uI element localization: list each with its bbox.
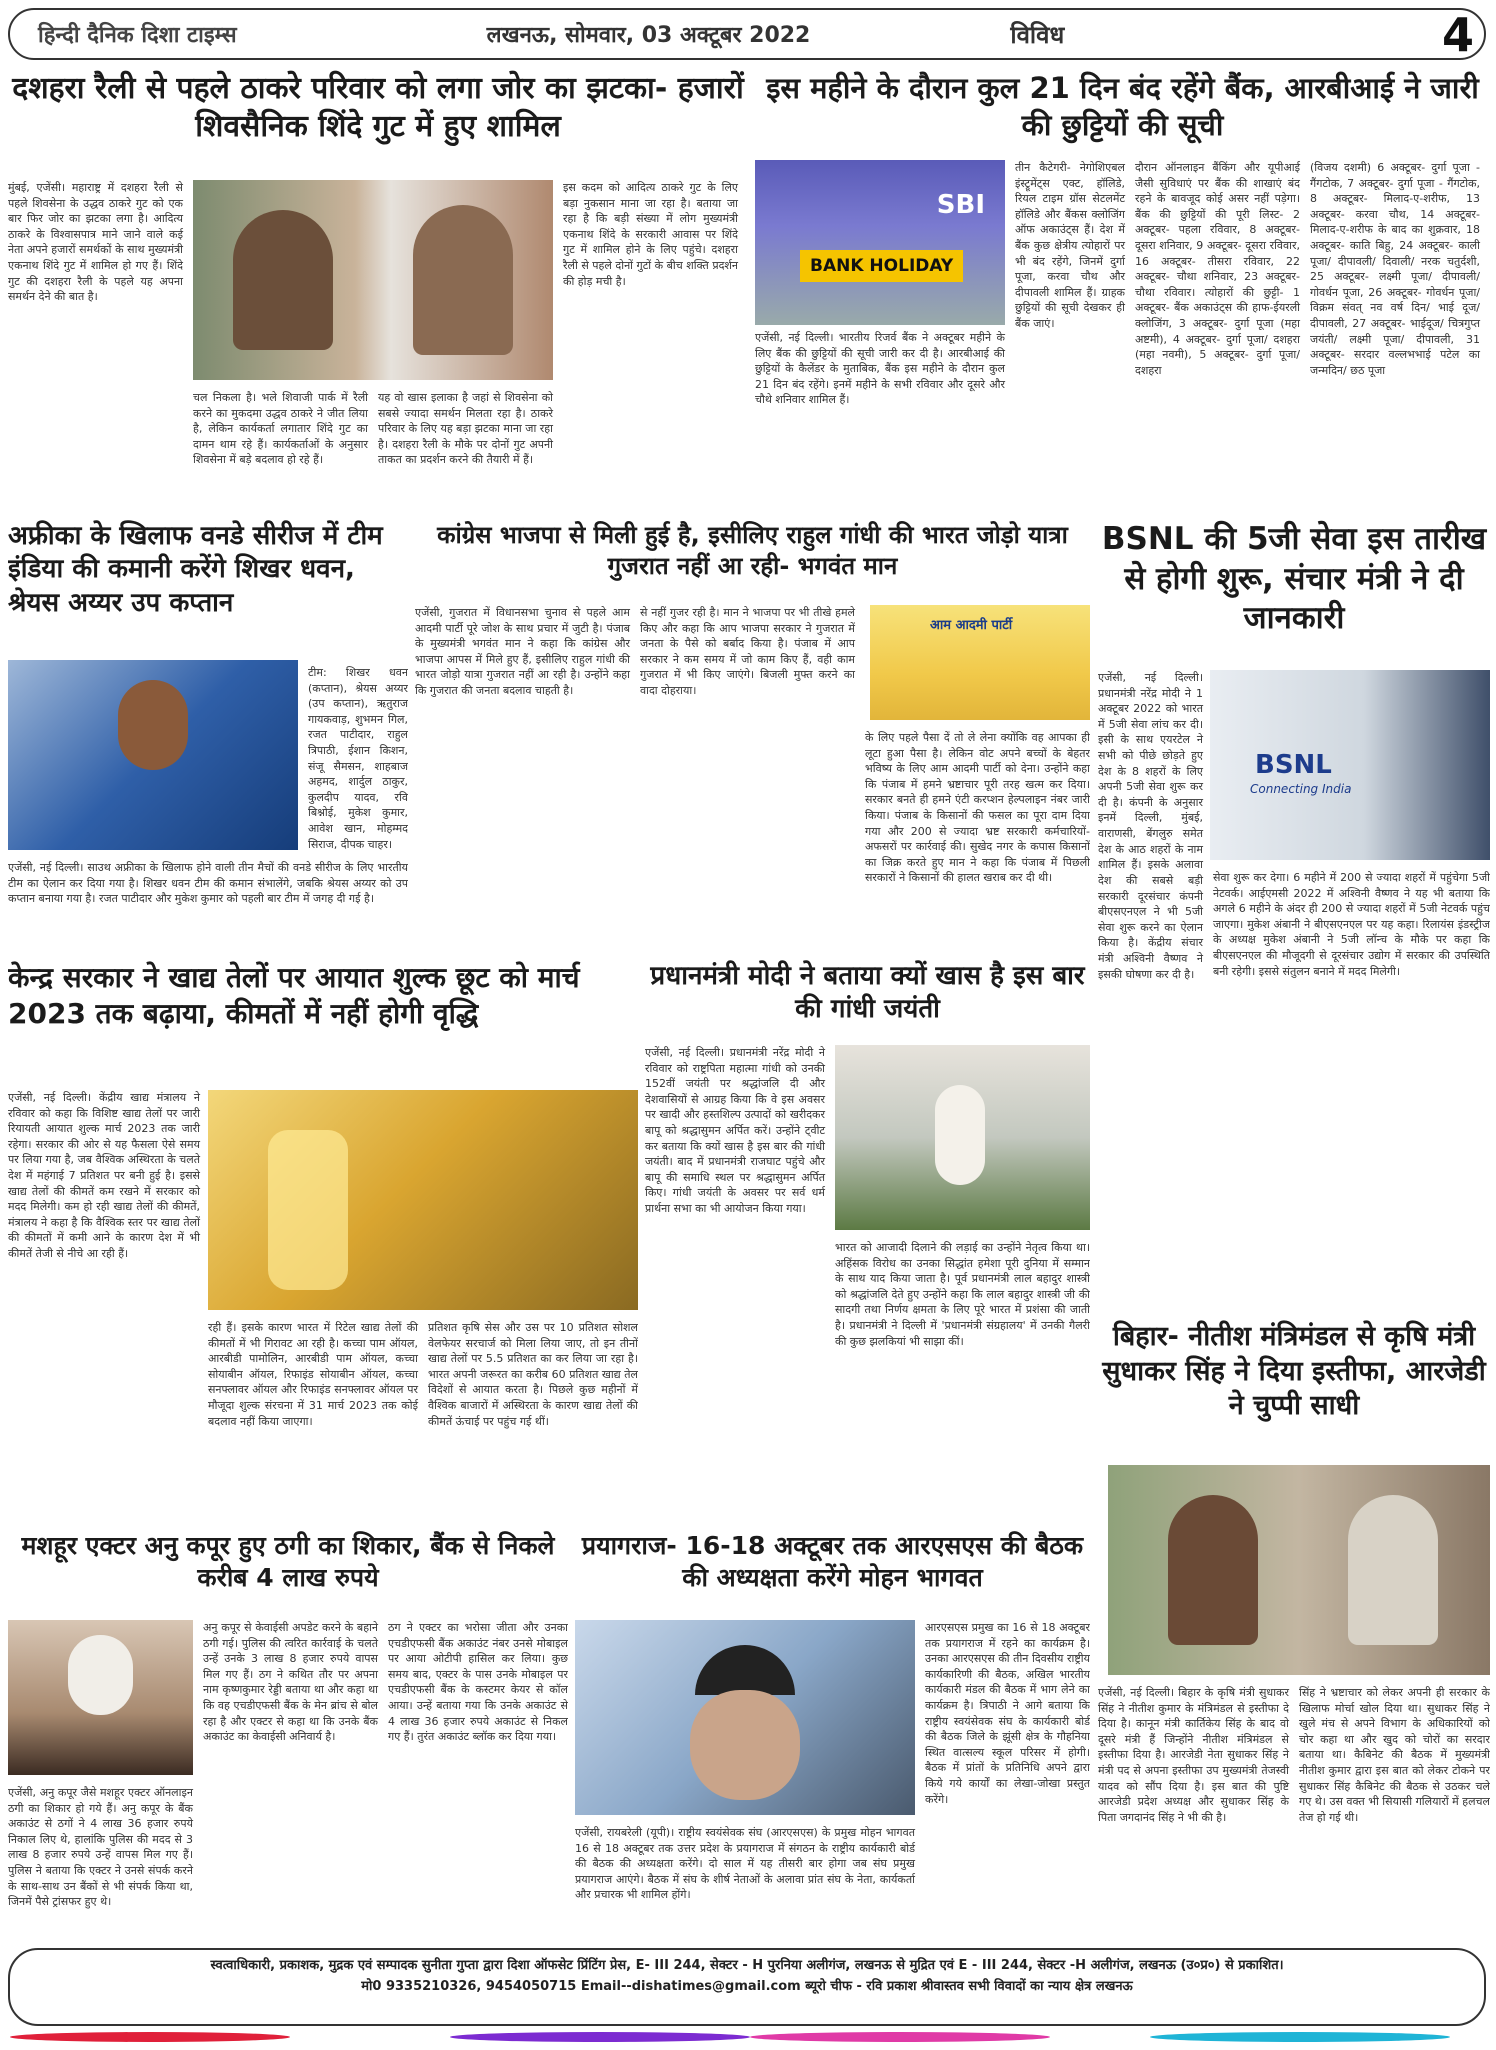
article-body: एजेंसी, नई दिल्ली। साउथ अफ्रीका के खिलाफ होने वाली तीन मैचों की वनडे सीरीज के लिए भारतीय टीम का ऐलान कर दिया गया है। शिखर धवन टीम की कमान संभालेंगे, जबकि श्रेयस अय्यर को उप कप्तान बनाया गया है। रजत पाटीदार और मुकेश कुमार को पहली बार टीम में जगह दी गई है।: [8, 861, 408, 906]
article-annu-kapoor: [8, 1530, 568, 1940]
article-headline: बिहार- नीतीश मंत्रिमंडल से कृषि मंत्री सुधाकर सिंह ने दिया इस्तीफा, आरजेडी ने चुप्पी साधी: [1102, 1321, 1486, 1422]
article-headline: दशहरा रैली से पहले ठाकरे परिवार को लगा जोर का झटका- हजारों शिवसैनिक शिंदे गुट में हुए शामिल: [12, 71, 744, 145]
article-body: टीम: शिखर धवन (कप्तान), श्रेयस अय्यर (उप कप्तान), ऋतुराज गायकवाड़, शुभमन गिल, रजत पाटीदार, राहुल त्रिपाठी, ईशान किशन, संजू सैमसन, शाहबाज अहमद, शार्दुल ठाकुर, कुलदीप यादव, रवि बिश्नोई, मुकेश कुमार, आवेश खान, मोहम्मद सिराज, दीपक चाहर।: [308, 666, 408, 851]
article-body: एजेंसी, नई दिल्ली। बिहार के कृषि मंत्री सुधाकर सिंह ने नीतीश कुमार के मंत्रिमंडल से इस्तीफा दे दिया है। कानून मंत्री कार्तिकेय सिंह के बाद वो दूसरे मंत्री हैं जिन्होंने नीतीश मंत्रिमंडल से इस्तीफा दिया है। आरजेडी नेता सुधाकर सिंह ने मंत्री पद से अपना इस्तीफा उप मुख्यमंत्री तेजस्वी यादव को सौंप दिया है। इस बात की पुष्टि आरजेडी प्रदेश अध्यक्ष और सुधाकर सिंह के पिता जगदानंद सिंह ने भी की है।: [1098, 1686, 1289, 1824]
article-body: एजेंसी, नई दिल्ली। प्रधानमंत्री नरेंद्र मोदी ने 1 अक्टूबर 2022 को भारत में 5जी सेवा लांच कर दी। इसी के साथ एयरटेल ने सभी को पीछे छोड़ते हुए देश के 8 शहरों के लिए अपनी 5जी सेवा शुरू कर दी है। कंपनी के अनुसार इनमें दिल्ली, मुंबई, वाराणसी, बेंगलुरु समेत देश के आठ शहरों के नाम शामिल हैं। इसके अलावा देश की सबसे बड़ी सरकारी दूरसंचार कंपनी बीएसएनएल ने भी 5जी सेवा शुरू करने का ऐलान किया है। केंद्रीय संचार मंत्री अश्विनी वैष्णव ने इसकी घोषणा कर दी है।: [1098, 671, 1203, 981]
article-body: से नहीं गुजर रही है। मान ने भाजपा पर भी तीखे हमले किए और कहा कि आप भाजपा सरकार ने गुजरात में जनता के पैसे को बर्बाद किया है। पंजाब में आप सरकार ने कम समय में जो काम किए हैं, वही काम गुजरात में भी किए जाएंगे। बिजली मुफ्त करने का वादा दोहराया।: [640, 606, 855, 698]
article-body: सेवा शुरू कर देगा। 6 महीने में 200 से ज्यादा शहरों में पहुंचेगा 5जी नेटवर्क। आईएमसी 2022 में अश्विनी वैष्णव ने यह भी बताया कि अगले 6 महीने के अंदर ही 200 से ज्यादा शहरों में 5जी नेटवर्क पहुंच जाएगा। मुकेश अंबानी ने बीएसएनएल पर यह कहा। रिलायंस इंडस्ट्रीज के अध्यक्ष मुकेश अंबानी ने 5जी लॉन्च के मौके पर कहा कि बीएसएनएल की मौजूदगी से दूरसंचार उद्योग में सरकार की उपस्थिति बनी रहेगी। इससे संतुलन बनाने में मदद मिलेगी।: [1213, 871, 1490, 978]
article-body: एजेंसी, नई दिल्ली। भारतीय रिजर्व बैंक ने अक्टूबर महीने के लिए बैंक की छुट्टियों की सूची जारी कर दी है। आरबीआई की छुट्टियों के कैलेंडर के मुताबिक, बैंक इस महीने के दौरान कुल 21 दिन बंद रहेंगे। इनमें महीने के सभी रविवार और दूसरे और चौथे शनिवार शामिल हैं।: [755, 331, 1005, 407]
article-body: प्रतिशत कृषि सेस और उस पर 10 प्रतिशत सोशल वेलफेयर सरचार्ज को मिला लिया जाए, तो इन तीनों खाद्य तेलों पर 5.5 प्रतिशत का कर लिया जा रहा है। भारत अपनी जरूरत का करीब 60 प्रतिशत खाद्य तेल विदेशों से आयात करता है। पिछले कुछ महीनों में वैश्विक बाजारों में अस्थिरता के कारण खाद्य तेलों की कीमतें ऊंचाई पर पहुंच गई थीं।: [428, 1321, 638, 1428]
article-bihar: [1098, 1320, 1490, 1940]
article-body: यह वो खास इलाका है जहां से शिवसेना को सबसे ज्यादा समर्थन मिलता रहा है। ठाकरे परिवार के लिए यह बड़ा झटका माना जा रहा है। दशहरा रैली के मौके पर दोनों गुट अपनी ताकत का प्रदर्शन करने की तैयारी में हैं।: [378, 391, 553, 467]
article-headline: अफ्रीका के खिलाफ वनडे सीरीज में टीम इंडिया की कमानी करेंगे शिखर धवन, श्रेयस अय्यर उप कप्तान: [8, 521, 383, 618]
article-body: एजेंसी, नई दिल्ली। प्रधानमंत्री नरेंद्र मोदी ने रविवार को राष्ट्रपिता महात्मा गांधी को उनकी 152वीं जयंती पर श्रद्धांजलि दी और देशवासियों से आग्रह किया कि वे इस अवसर पर खादी और हस्तशिल्प उत्पादों को खरीदकर बापू को श्रद्धासुमन अर्पित करें। उन्होंने ट्वीट कर बताया कि क्यों खास है इस बार की गांधी जयंती। बाद में प्रधानमंत्री राजघाट पहुंचे और बापू की समाधि स्थल पर श्रद्धासुमन अर्पित किए। गांधी जयंती के अवसर पर सर्व धर्म प्रार्थना सभा का भी आयोजन किया गया।: [645, 1046, 825, 1216]
article-thackeray: [8, 70, 748, 540]
article-body: के लिए पहले पैसा दें तो ले लेना क्योंकि वह आपका ही लूटा हुआ पैसा है। लेकिन वोट अपने बच्चों के बेहतर भविष्य के लिए आम आदमी पार्टी को देना। उन्होंने कहा कि पंजाब में हमने भ्रष्टाचार पूरी तरह खत्म कर दिया। सरकार बनते ही हमने एंटी करप्शन हेल्पलाइन नंबर जारी किया। पंजाब के किसानों की फसल का पूरा दाम दिया गया और 200 से ज्यादा भ्रष्ट सरकारी कर्मचारियों-अफसरों पर कार्रवाई की। सुखेद नगर के कपास किसानों का जिक्र करते हुए मान ने कहा कि पंजाब में पिछली सरकारों ने किसानों की हालत खराब कर दी थी।: [865, 731, 1090, 885]
article-headline: मशहूर एक्टर अनु कपूर हुए ठगी का शिकार, बैंक से निकले करीब 4 लाख रुपये: [21, 1531, 555, 1592]
article-bhagwant-mann: [415, 520, 1090, 960]
article-body: अनु कपूर से केवाईसी अपडेट करने के बहाने ठगी गई। पुलिस की त्वरित कार्रवाई के चलते उन्हें उनके 3 लाख 8 हजार रुपये वापस मिल गए हैं। ठग ने कथित तौर पर अपना नाम कृष्णकुमार रेड्डी बताया था और कहा था कि वह एचडीएफसी बैंक के मेन ब्रांच से बोल रहा है और एक्टर से कहा था कि उनके बैंक अकाउंट का केवाईसी अनिवार्य है।: [203, 1621, 378, 1744]
article-body: आरएसएस प्रमुख का 16 से 18 अक्टूबर तक प्रयागराज में रहने का कार्यक्रम है। उनका आरएसएस की तीन दिवसीय राष्ट्रीय कार्यकारिणी की बैठक, अखिल भारतीय कार्यकारी मंडल की बैठक में भाग लेने का कार्यक्रम है। त्रिपाठी ने आगे बताया कि राष्ट्रीय स्वयंसेवक संघ के कार्यकारी बोर्ड की बैठक जिले के झूंसी क्षेत्र के गौहनिया स्थित वात्सल्य स्कूल परिसर में होगी। बैठक में प्रांतों के प्रतिनिधि अपने द्वारा किये गये कार्यों का लेखा-जोखा प्रस्तुत करेंगे।: [925, 1621, 1090, 1806]
photo-bsnl: [1210, 670, 1490, 860]
article-headline: केन्द्र सरकार ने खाद्य तेलों पर आयात शुल्क छूट को मार्च 2023 तक बढ़ाया, कीमतों में नहीं होगी वृद्धि: [8, 961, 580, 1030]
article-body: चल निकला है। भले शिवाजी पार्क में रैली करने का मुकदमा उद्धव ठाकरे ने जीत लिया है, लेकिन कार्यकर्ता लगातार शिंदे गुट का दामन थाम रहे हैं। कार्यकर्ताओं के अनुसार शिवसेना में बड़े बदलाव हो रहे हैं।: [193, 391, 368, 467]
photo-bihar-leaders: [1108, 1465, 1490, 1675]
masthead: [8, 8, 1486, 60]
article-gandhi-jayanti: [645, 960, 1090, 1520]
bank-holiday-sign: BANK HOLIDAY: [800, 250, 963, 282]
photo-edible-oil: [208, 1090, 638, 1310]
article-edible-oil: [8, 960, 638, 1520]
article-headline: प्रधानमंत्री मोदी ने बताया क्यों खास है इस बार की गांधी जयंती: [650, 961, 1085, 1025]
photo-annu-kapoor: [8, 1620, 193, 1775]
contact-line: मो0 9335210326, 9454050715 Email--dishatimes@gmail.com ब्यूरो चीफ - रवि प्रकाश श्रीवास्तव सभी विवादों का न्याय क्षेत्र लखनऊ: [361, 1978, 1133, 1994]
sbi-logo: SBI: [936, 190, 985, 220]
article-body: एजेंसी, रायबरेली (यूपी)। राष्ट्रीय स्वयंसेवक संघ (आरएसएस) के प्रमुख मोहन भागवत 16 से 18 अक्टूबर तक उत्तर प्रदेश के प्रयागराज में संगठन के राष्ट्रीय कार्यकारी बोर्ड की बैठक की अध्यक्षता करेंगे। दो साल में यह तीसरी बार होगा जब संघ प्रमुख प्रयागराज आएंगे। बैठक में संघ के शीर्ष नेताओं के अलावा प्रांत संघ के नेता, कार्यकर्ता और प्रचारक भी शामिल होंगे।: [575, 1826, 915, 1902]
article-headline: कांग्रेस भाजपा से मिली हुई है, इसीलिए राहुल गांधी की भारत जोड़ो यात्रा गुजरात नहीं आ रही- भगवंत मान: [437, 521, 1068, 580]
article-body: एजेंसी, गुजरात में विधानसभा चुनाव से पहले आम आदमी पार्टी पूरे जोश के साथ प्रचार में जुटी है। पंजाब के मुख्यमंत्री भगवंत मान ने कहा कि कांग्रेस और भाजपा आपस में मिले हुए हैं, इसीलिए राहुल गांधी की भारत जोड़ो यात्रा गुजरात नहीं आ रही है। उन्होंने कहा कि गुजरात की जनता बदलाव चाहती है।: [415, 606, 630, 698]
article-bank-holidays: [755, 70, 1490, 510]
article-rss-meeting: [575, 1530, 1090, 1940]
article-body: सिंह ने भ्रष्टाचार को लेकर अपनी ही सरकार के खिलाफ मोर्चा खोल दिया था। सुधाकर सिंह ने खुले मंच से अपने विभाग के अधिकारियों को चोर कहा था और खुद को चोरों का सरदार बताया था। कैबिनेट की बैठक में मुख्यमंत्री नीतीश कुमार द्वारा इस बात को लेकर टोकने पर सुधाकर सिंह कैबिनेट की बैठक से उठकर चले गए थे। उस वक्त भी सियासी गलियारों में हलचल तेज हो गई थी।: [1299, 1686, 1490, 1824]
article-body: रही हैं। इसके कारण भारत में रिटेल खाद्य तेलों की कीमतों में भी गिरावट आ रही है। कच्चा पाम ऑयल, आरबीडी पामोलिन, आरबीडी पाम ऑयल, कच्चा सोयाबीन ऑयल, रिफाइंड सोयाबीन ऑयल, कच्चा सनफ्लावर ऑयल और रिफाइंड सनफ्लावर ऑयल पर मौजूदा शुल्क संरचना में 31 मार्च 2023 तक कोई बदलाव नहीं किया जाएगा।: [208, 1321, 418, 1428]
article-cricket: [8, 520, 408, 960]
article-bsnl: [1098, 520, 1490, 1320]
article-body: (विजय दशमी) 6 अक्टूबर- दुर्गा पूजा - गैंगटोक, 7 अक्टूबर- दुर्गा पूजा - गैंगटोक, 8 अक्टूबर- मिलाद-ए-शरीफ, 13 अक्टूबर- करवा चौथ, 14 अक्टूबर- मिलाद-ए-शरीफ के बाद का शुक्रवार, 18 अक्टूबर- काति बिहु, 24 अक्टूबर- काली पूजा/ दीपावली/ दिवाली/ नरक चतुर्दशी, 25 अक्टूबर- लक्ष्मी पूजा/ दीपावली/ गोवर्धन पूजा, 26 अक्टूबर- गोवर्धन पूजा/ विक्रम संवत् नव वर्ष दिन/ भाई दूज/ दीपावली, 27 अक्टूबर- भाईदूज/ चित्रगुप्त जयंती/ लक्ष्मी पूजा/ दीपावली, 31 अक्टूबर- सरदार वल्लभभाई पटेल का जन्मदिन/ छठ पूजा: [1310, 161, 1480, 377]
decorative-color-bars: [0, 2030, 1496, 2044]
photo-pm-rajghat: [835, 1045, 1090, 1230]
imprint-line: स्वत्वाधिकारी, प्रकाशक, मुद्रक एवं सम्पादक सुनीता गुप्ता द्वारा दिशा ऑफसेट प्रिंटिंग प्रेस, E- III 244, सेक्टर - H पुरनिया अलीगंज, लखनऊ से मुद्रित एवं E - III 244, सेक्टर -H अलीगंज, लखनऊ (उ०प्र०) से प्रकाशित।: [210, 1958, 1284, 1973]
photo-mohan-bhagwat: [575, 1620, 915, 1815]
article-body: दौरान ऑनलाइन बैंकिंग और यूपीआई जैसी सुविधाएं पर बैंक की शाखाएं बंद रहने के बावजूद कोई असर नहीं पड़ेगा। बैंक की छुट्टियों की पूरी लिस्ट- 2 अक्टूबर- पहला रविवार, 8 अक्टूबर- दूसरा शनिवार, 9 अक्टूबर- दूसरा रविवार, 16 अक्टूबर- तीसरा रविवार, 22 अक्टूबर- चौथा शनिवार, 23 अक्टूबर- चौथा रविवार। त्योहारों की छुट्टी- 1 अक्टूबर- बैंक अकाउंट्स की हाफ-ईयरली क्लोजिंग, 3 अक्टूबर- दुर्गा पूजा (महा अष्टमी), 4 अक्टूबर- दुर्गा पूजा/ दशहरा (महा नवमी), 5 अक्टूबर- दुर्गा पूजा/ दशहरा: [1135, 161, 1300, 377]
article-body: एजेंसी, अनु कपूर जैसे मशहूर एक्टर ऑनलाइन ठगी का शिकार हो गये हैं। अनु कपूर के बैंक अकाउंट से ठगों ने 4 लाख 36 हजार रुपये निकाल लिए थे, हालांकि पुलिस की मदद से 3 लाख 8 हजार रुपये उन्हें वापस मिल गए हैं। पुलिस ने बताया कि एक्टर ने उनसे संपर्क करने के साथ-साथ उन बैंकों से भी संपर्क किया था, जिनमें पैसे ट्रांसफर हुए थे।: [8, 1786, 193, 1909]
photo-cricketer: [8, 660, 298, 850]
article-body: ठग ने एक्टर का भरोसा जीता और उनका एचडीएफसी बैंक अकाउंट नंबर उनसे मोबाइल पर आया ओटीपी हासिल कर लिया। कुछ समय बाद, एक्टर के पास उनके मोबाइल पर एचडीएफसी बैंक के कस्टमर केयर से कॉल आया। उन्हें बताया गया कि उनके अकाउंट से 4 लाख 36 हजार रुपये अकाउंट से निकल गए हैं। तुरंत अकाउंट ब्लॉक कर दिया गया।: [388, 1621, 568, 1744]
article-body: एजेंसी, नई दिल्ली। केंद्रीय खाद्य मंत्रालय ने रविवार को कहा कि विशिष्ट खाद्य तेलों पर जारी रियायती आयात शुल्क मार्च 2023 तक जारी रहेगा। सरकार की ओर से यह फैसला ऐसे समय पर लिया गया है, जब वैश्विक अस्थिरता के चलते देश में महंगाई 7 प्रतिशत पर बनी हुई है। इससे खाद्य तेलों की कीमतें कम रखने में सरकार को मदद मिलेगी। कम हो रही खाद्य तेलों की कीमतें, मंत्रालय ने कहा है कि वैश्विक स्तर पर खाद्य तेलों की कीमतों में कमी आने के कारण देश में भी कीमतें तेजी से नीचे आ रही हैं।: [8, 1091, 200, 1261]
bsnl-tagline: Connecting India: [1250, 782, 1352, 796]
article-body: भारत को आजादी दिलाने की लड़ाई का उन्होंने नेतृत्व किया था। अहिंसक विरोध का उनका सिद्धांत हमेशा पूरी दुनिया में सम्मान के साथ याद किया जाता है। पूर्व प्रधानमंत्री लाल बहादुर शास्त्री को श्रद्धांजलि देते हुए उन्होंने कहा कि लाल बहादुर शास्त्री जी की सादगी तथा निर्णय क्षमता के लिए पूरे भारत में प्रशंसा की जाती है। प्रधानमंत्री ने दिल्ली में 'प्रधानमंत्री संग्रहालय' में उनकी गैलरी की कुछ झलकियां भी साझा कीं।: [835, 1241, 1090, 1348]
imprint-footer: [8, 1948, 1486, 2026]
article-body: इस कदम को आदित्य ठाकरे गुट के लिए बड़ा नुकसान माना जा रहा है। बताया जा रहा है कि बड़ी संख्या में लोग मुख्यमंत्री एकनाथ शिंदे के सरकारी आवास पर शिंदे गुट में शामिल होने के लिए पहुंचे। दशहरा रैली से पहले दोनों गुटों के बीच शक्ति प्रदर्शन की होड़ मची है।: [563, 181, 738, 288]
paper-name: हिन्दी दैनिक दिशा टाइम्स: [38, 23, 237, 48]
aap-banner: आम आदमी पार्टी: [930, 618, 1013, 633]
bsnl-logo: BSNL: [1255, 750, 1332, 780]
issue-date: लखनऊ, सोमवार, 03 अक्टूबर 2022: [486, 23, 811, 48]
article-body: तीन कैटेगरी- नेगोशिएबल इंस्ट्रूमेंट्स एक्ट, हॉलिडे, रियल टाइम ग्रॉस सेटलमेंट हॉलिडे और बैंकस क्लोजिंग ऑफ अकाउंट्स हैं। देश में बैंक कुछ क्षेत्रीय त्योहारों पर भी बंद रहेंगे, जिनमें दुर्गा पूजा, करवा चौथ और दीपावली शामिल हैं। ग्राहक छुट्टियों की सूची देखकर ही बैंक जाएं।: [1015, 161, 1125, 331]
article-body: मुंबई, एजेंसी। महाराष्ट्र में दशहरा रैली से पहले शिवसेना के उद्धव ठाकरे गुट को एक बार फिर जोर का झटका लगा है। आदित्य ठाकरे के विश्वासपात्र माने जाने वाले कई नेता अपने हजारों समर्थकों के साथ मुख्यमंत्री एकनाथ शिंदे गुट में शामिल हो गए हैं। शिंदे गुट की दशहरा रैली के पहले यह अपना समर्थन देने की बात है।: [8, 181, 183, 304]
page-number: 4: [1441, 8, 1474, 62]
article-headline: प्रयागराज- 16-18 अक्टूबर तक आरएसएस की बैठक की अध्यक्षता करेंगे मोहन भागवत: [581, 1531, 1084, 1592]
article-headline: इस महीने के दौरान कुल 21 दिन बंद रहेंगे बैंक, आरबीआई ने जारी की छुट्टियों की सूची: [766, 71, 1479, 143]
section-name: विविध: [1010, 20, 1065, 49]
article-headline: BSNL की 5जी सेवा इस तारीख से होगी शुरू, संचार मंत्री ने दी जानकारी: [1101, 521, 1487, 637]
